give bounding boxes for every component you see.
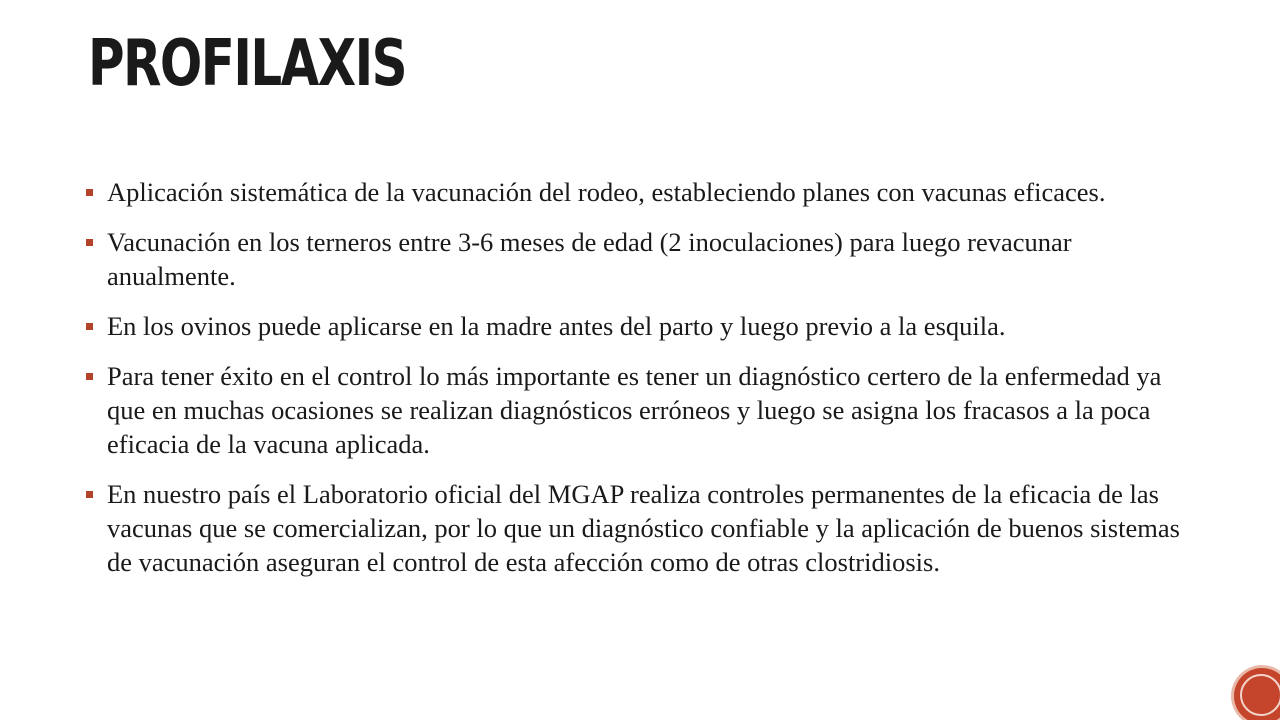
- slide-title: PROFILAXIS: [88, 27, 406, 101]
- square-bullet-icon: [86, 239, 93, 246]
- bullet-item: [86, 175, 1196, 209]
- square-bullet-icon: [86, 491, 93, 498]
- bullet-item: [86, 309, 1196, 343]
- bullet-list: [86, 175, 1196, 595]
- bullet-item: [86, 477, 1196, 579]
- bullet-text: Aplicación sistemática de la vacunación del rodeo, estableciendo planes con vacunas eficaces.: [107, 177, 1106, 207]
- bullet-text: Vacunación en los terneros entre 3-6 meses de edad (2 inoculaciones) para luego revacunar anualmente.: [107, 227, 1072, 291]
- square-bullet-icon: [86, 323, 93, 330]
- next-slide-circle-icon: [1240, 674, 1280, 716]
- bullet-item: [86, 225, 1196, 293]
- bullet-text: Para tener éxito en el control lo más importante es tener un diagnóstico certero de la enfermedad ya que en muchas ocasiones se realizan diagnósticos erróneos y luego se asigna los fracasos a la poca eficacia de la vacuna aplicada.: [107, 361, 1162, 459]
- bullet-text: En nuestro país el Laboratorio oficial del MGAP realiza controles permanentes de la eficacia de las vacunas que se comercializan, por lo que un diagnóstico confiable y la aplicación de buenos sistemas de vacunación aseguran el control de esta afección como de otras clostridiosis.: [107, 479, 1180, 577]
- bullet-text: En los ovinos puede aplicarse en la madre antes del parto y luego previo a la esquila.: [107, 311, 1006, 341]
- next-slide-button[interactable]: [1234, 668, 1280, 720]
- square-bullet-icon: [86, 189, 93, 196]
- square-bullet-icon: [86, 373, 93, 380]
- bullet-item: [86, 359, 1196, 461]
